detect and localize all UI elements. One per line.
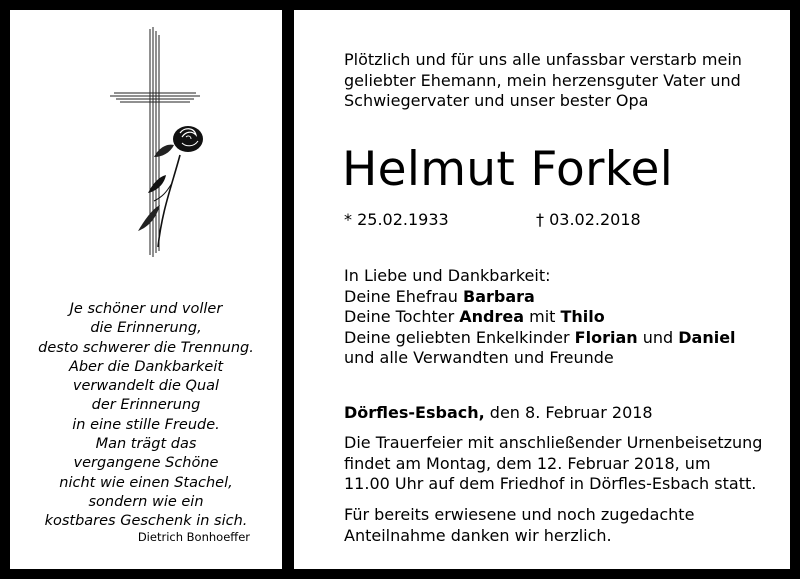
poem-line: sondern wie ein: [88, 493, 204, 510]
family-daughter: [344, 307, 736, 328]
poem-line: desto schwerer die Trennung.: [38, 339, 254, 356]
intro-line: Plötzlich und für uns alle unfassbar verstarb mein: [344, 50, 742, 69]
family-relatives: und alle Verwandten und Freunde: [344, 348, 614, 367]
place-name: Dörfles-Esbach,: [344, 403, 485, 422]
family-member-name: Florian: [574, 327, 638, 347]
poem-line: der Erinnerung: [91, 397, 201, 414]
poem-line: Man trägt das: [95, 436, 197, 453]
funeral-service-info: [344, 433, 762, 495]
thanks-text: [344, 505, 694, 546]
family-label: und: [637, 327, 679, 347]
family-member-name: Daniel: [678, 327, 736, 347]
family-label: Deine Tochter: [344, 307, 460, 326]
cross-with-rose-icon: [96, 25, 206, 265]
poem-author: Dietrich Bonhoeffer: [137, 530, 250, 544]
poem-line: vergangene Schöne: [73, 455, 219, 472]
intro-line: Schwiegervater und unser bester Opa: [344, 91, 649, 110]
thanks-line: Für bereits erwiesene und noch zugedachte: [344, 505, 695, 524]
family-label: Deine Ehefrau: [344, 286, 464, 306]
poem-line: Je schöner und voller: [69, 301, 223, 317]
service-line: 11.00 Uhr auf dem Friedhof in Dörfles-Esbach statt.: [344, 474, 757, 493]
death-date: † 03.02.2018: [536, 210, 641, 229]
family-label: mit: [524, 307, 561, 326]
poem-line: nicht wie einen Stachel,: [59, 474, 233, 491]
family-member-name: Thilo: [560, 307, 605, 326]
family-wife: [344, 287, 736, 308]
notice-date: den 8. Februar 2018: [484, 403, 653, 422]
service-line: Die Trauerfeier mit anschließender Urnenbeisetzung: [344, 433, 763, 452]
family-label: Deine geliebten Enkelkinder: [344, 327, 575, 347]
place-date: [344, 403, 653, 424]
family-member-name: Barbara: [463, 286, 535, 306]
poem-line: Aber die Dankbarkeit: [68, 358, 224, 375]
poem-line: in eine stille Freude.: [72, 416, 220, 433]
deceased-name: Helmut Forkel: [342, 142, 674, 197]
right-panel: [294, 10, 790, 569]
family-grandchildren: [344, 328, 736, 349]
service-line: findet am Montag, dem 12. Februar 2018, um: [344, 453, 711, 473]
family-greeting: In Liebe und Dankbarkeit:: [344, 266, 551, 285]
thanks-line: Anteilnahme danken wir herzlich.: [344, 525, 612, 545]
intro-line: geliebter Ehemann, mein herzensguter Vater und: [344, 70, 741, 90]
left-panel: [10, 10, 282, 569]
family-member-name: Andrea: [459, 307, 525, 326]
birth-date: * 25.02.1933: [344, 210, 449, 229]
poem-line: kostbares Geschenk in sich.: [44, 513, 248, 530]
intro-text: [344, 50, 742, 112]
bonhoeffer-poem: [10, 300, 282, 532]
poem-line: die Erinnerung,: [90, 320, 202, 337]
family-list: [344, 266, 736, 369]
poem-line: verwandelt die Qual: [72, 378, 220, 395]
